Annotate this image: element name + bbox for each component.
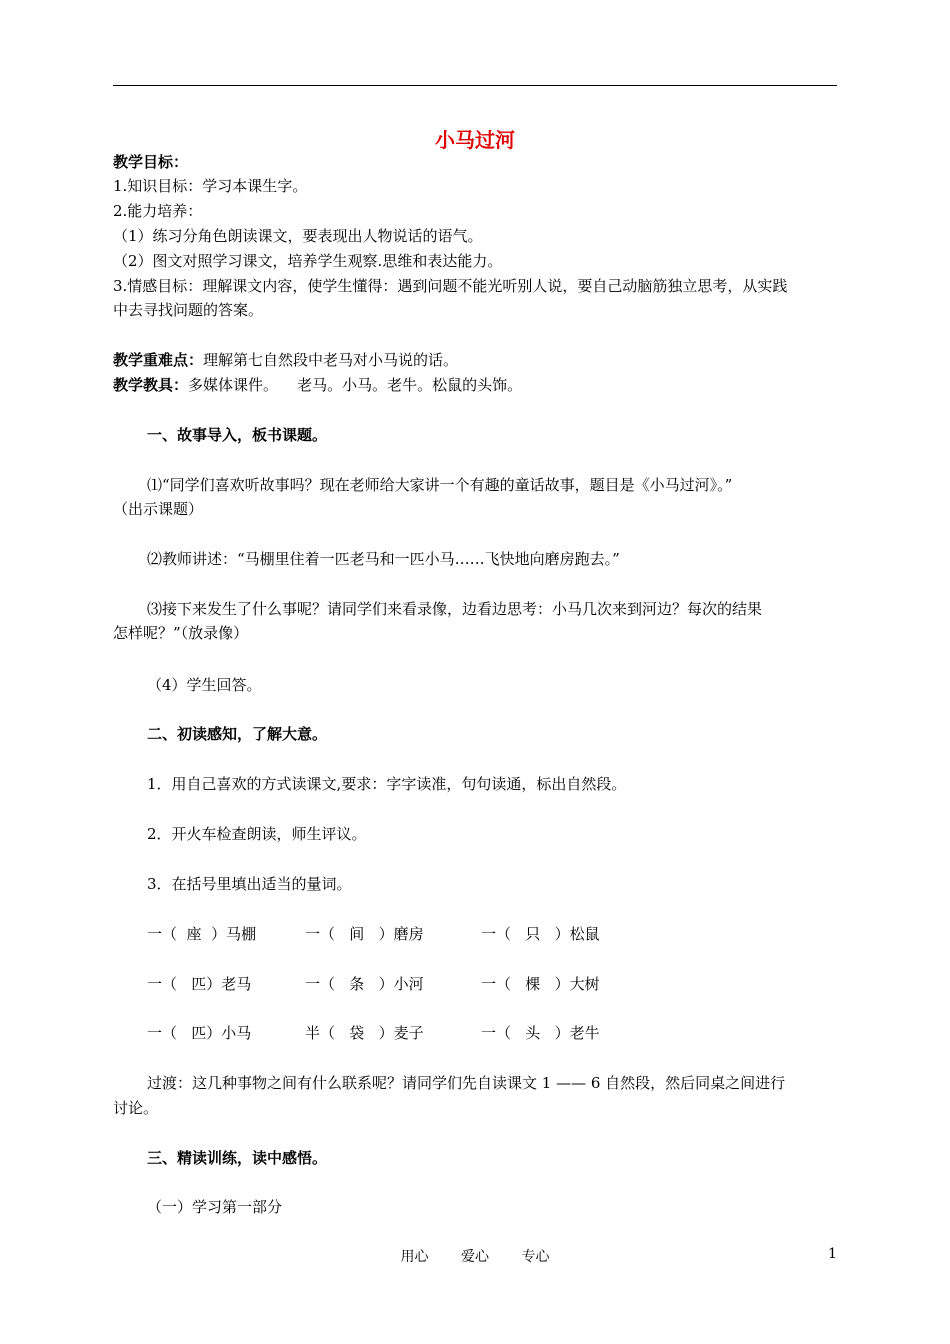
section1-paragraph: （4）学生回答。 — [147, 676, 262, 694]
objective-item: 中去寻找问题的答案。 — [113, 301, 264, 319]
objective-item: 3.情感目标：理解课文内容，使学生懂得：遇到问题不能光听别人说，要自己动脑筋独立思考，从实践 — [113, 277, 788, 295]
section3-heading: 三、精读训练，读中感悟。 — [147, 1149, 328, 1167]
footer-item: 专心 — [521, 1249, 550, 1265]
section2-item: 1．用自己喜欢的方式读课文,要求：字字读准，句句读通，标出自然段。 — [147, 775, 627, 793]
section1-paragraph: 怎样呢？”（放录像） — [113, 624, 249, 642]
teaching-tools — [113, 373, 837, 397]
key-points — [113, 348, 837, 372]
section2-heading: 二、初读感知，了解大意。 — [147, 725, 328, 743]
section2-item: 2．开火车检查朗读，师生评议。 — [147, 825, 367, 843]
measure-word-cell: 一（ 匹）老马 — [147, 975, 252, 993]
measure-word-cell: 一（ 间 ）磨房 — [305, 925, 424, 943]
header-rule — [113, 85, 837, 86]
footer — [0, 1246, 950, 1266]
objective-item: （1）练习分角色朗读课文，要表现出人物说话的语气。 — [113, 227, 483, 245]
measure-word-cell: 一（ 头 ）老牛 — [481, 1024, 600, 1042]
measure-word-cell: 一（ 只 ）松鼠 — [481, 925, 600, 943]
transition-text: 讨论。 — [113, 1099, 159, 1117]
objectives-heading: 教学目标： — [113, 153, 189, 171]
measure-word-cell: 半（ 袋 ）麦子 — [305, 1024, 424, 1042]
transition-text: 过渡：这几种事物之间有什么联系呢？请同学们先自读课文 1 —— 6 自然段，然后同桌之间进行 — [147, 1074, 786, 1092]
tools-label: 教学教具： — [113, 376, 189, 394]
key-points-label: 教学重难点： — [113, 351, 204, 369]
section1-paragraph: ⑵教师讲述：“马棚里住着一匹老马和一匹小马……飞快地向磨房跑去。” — [147, 550, 620, 568]
section1-heading: 一、故事导入，板书课题。 — [147, 426, 328, 444]
section1-paragraph: （出示课题） — [113, 500, 204, 518]
section1-paragraph: ⑶接下来发生了什么事呢？请同学们来看录像，边看边思考：小马几次来到河边？每次的结果 — [147, 600, 763, 618]
section2-item: 3．在括号里填出适当的量词。 — [147, 875, 352, 893]
key-points-text: 理解第七自然段中老马对小马说的话。 — [203, 351, 459, 369]
objective-item: 1.知识目标：学习本课生字。 — [113, 177, 308, 195]
measure-word-cell: 一（ 座 ）马棚 — [147, 925, 257, 943]
section3-subheading: （一）学习第一部分 — [147, 1198, 283, 1216]
measure-word-cell: 一（ 匹）小马 — [147, 1024, 252, 1042]
measure-word-cell: 一（ 条 ）小河 — [305, 975, 424, 993]
footer-item: 用心 — [400, 1249, 429, 1265]
page-title: 小马过河 — [435, 128, 515, 152]
footer-item: 爱心 — [461, 1249, 489, 1265]
measure-word-cell: 一（ 棵 ）大树 — [481, 975, 600, 993]
tools-text: 多媒体课件。 老马。小马。老牛。松鼠的头饰。 — [188, 376, 523, 394]
objective-item: 2.能力培养： — [113, 202, 203, 220]
section1-paragraph: ⑴“同学们喜欢听故事吗？现在老师给大家讲一个有趣的童话故事，题目是《小马过河》。” — [147, 476, 733, 494]
objective-item: （2）图文对照学习课文，培养学生观察.思维和表达能力。 — [113, 252, 503, 270]
page-number: 1 — [828, 1246, 837, 1262]
